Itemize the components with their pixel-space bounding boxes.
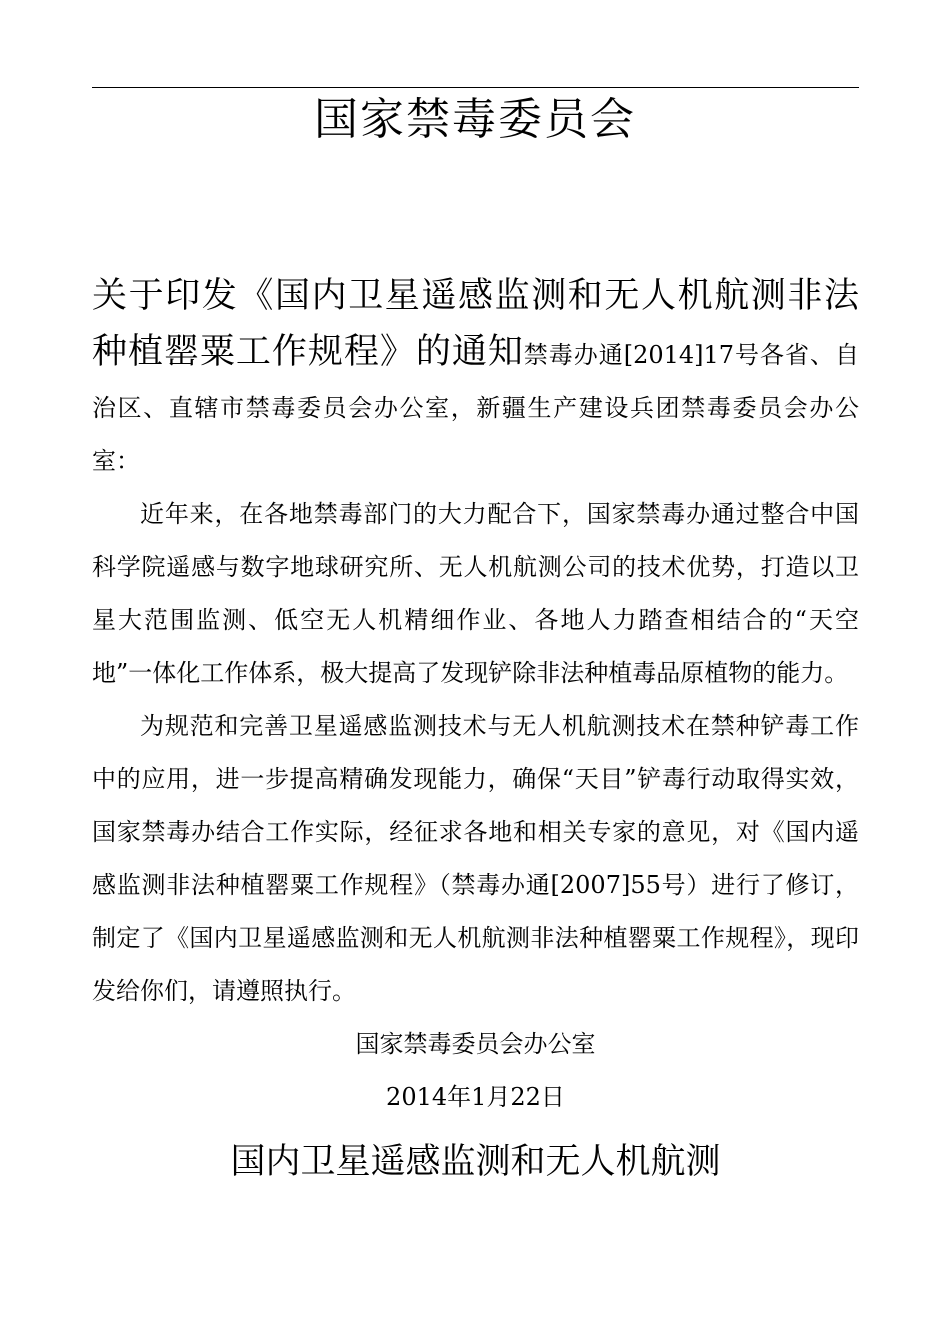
addressees: 各省、自治区、直辖市禁毒委员会办公室，新疆生产建设兵团禁毒委员会办公室： [92, 341, 859, 475]
signature-date: 2014年1月22日 [386, 1083, 565, 1111]
notice-opening [92, 270, 859, 488]
notice-title: 关于印发《国内卫星遥感监测和无人机航测非法种植罂粟工作规程》的通知 [92, 276, 859, 372]
header-rule [92, 87, 859, 88]
paragraph-2: 为规范和完善卫星遥感监测技术与无人机航测技术在禁种铲毒工作中的应用，进一步提高精确发现能力，确保“天目”铲毒行动取得实效，国家禁毒办结合工作实际，经征求各地和相关专家的意见，对《国内遥感监测非法种植罂粟工作规程》（禁毒办通[2007]55号）进行了修订，制定了《国内卫星遥感监测和无人机航测非法种植罂粟工作规程》，现印发给你们，请遵照执行。 [92, 712, 859, 1005]
paragraph-1: 近年来，在各地禁毒部门的大力配合下，国家禁毒办通过整合中国科学院遥感与数字地球研究所、无人机航测公司的技术优势，打造以卫星大范围监测、低空无人机精细作业、各地人力踏查相结合的“天空地”一体化工作体系，极大提高了发现铲除非法种植毒品原植物的能力。 [92, 500, 859, 687]
organization-header: 国家禁毒委员会 [314, 94, 636, 145]
document-number: 禁毒办通[2014]17号 [523, 341, 761, 369]
next-section-title: 国内卫星遥感监测和无人机航测 [230, 1142, 721, 1182]
signature-organization: 国家禁毒委员会办公室 [355, 1030, 596, 1058]
notice-body [92, 270, 859, 1192]
